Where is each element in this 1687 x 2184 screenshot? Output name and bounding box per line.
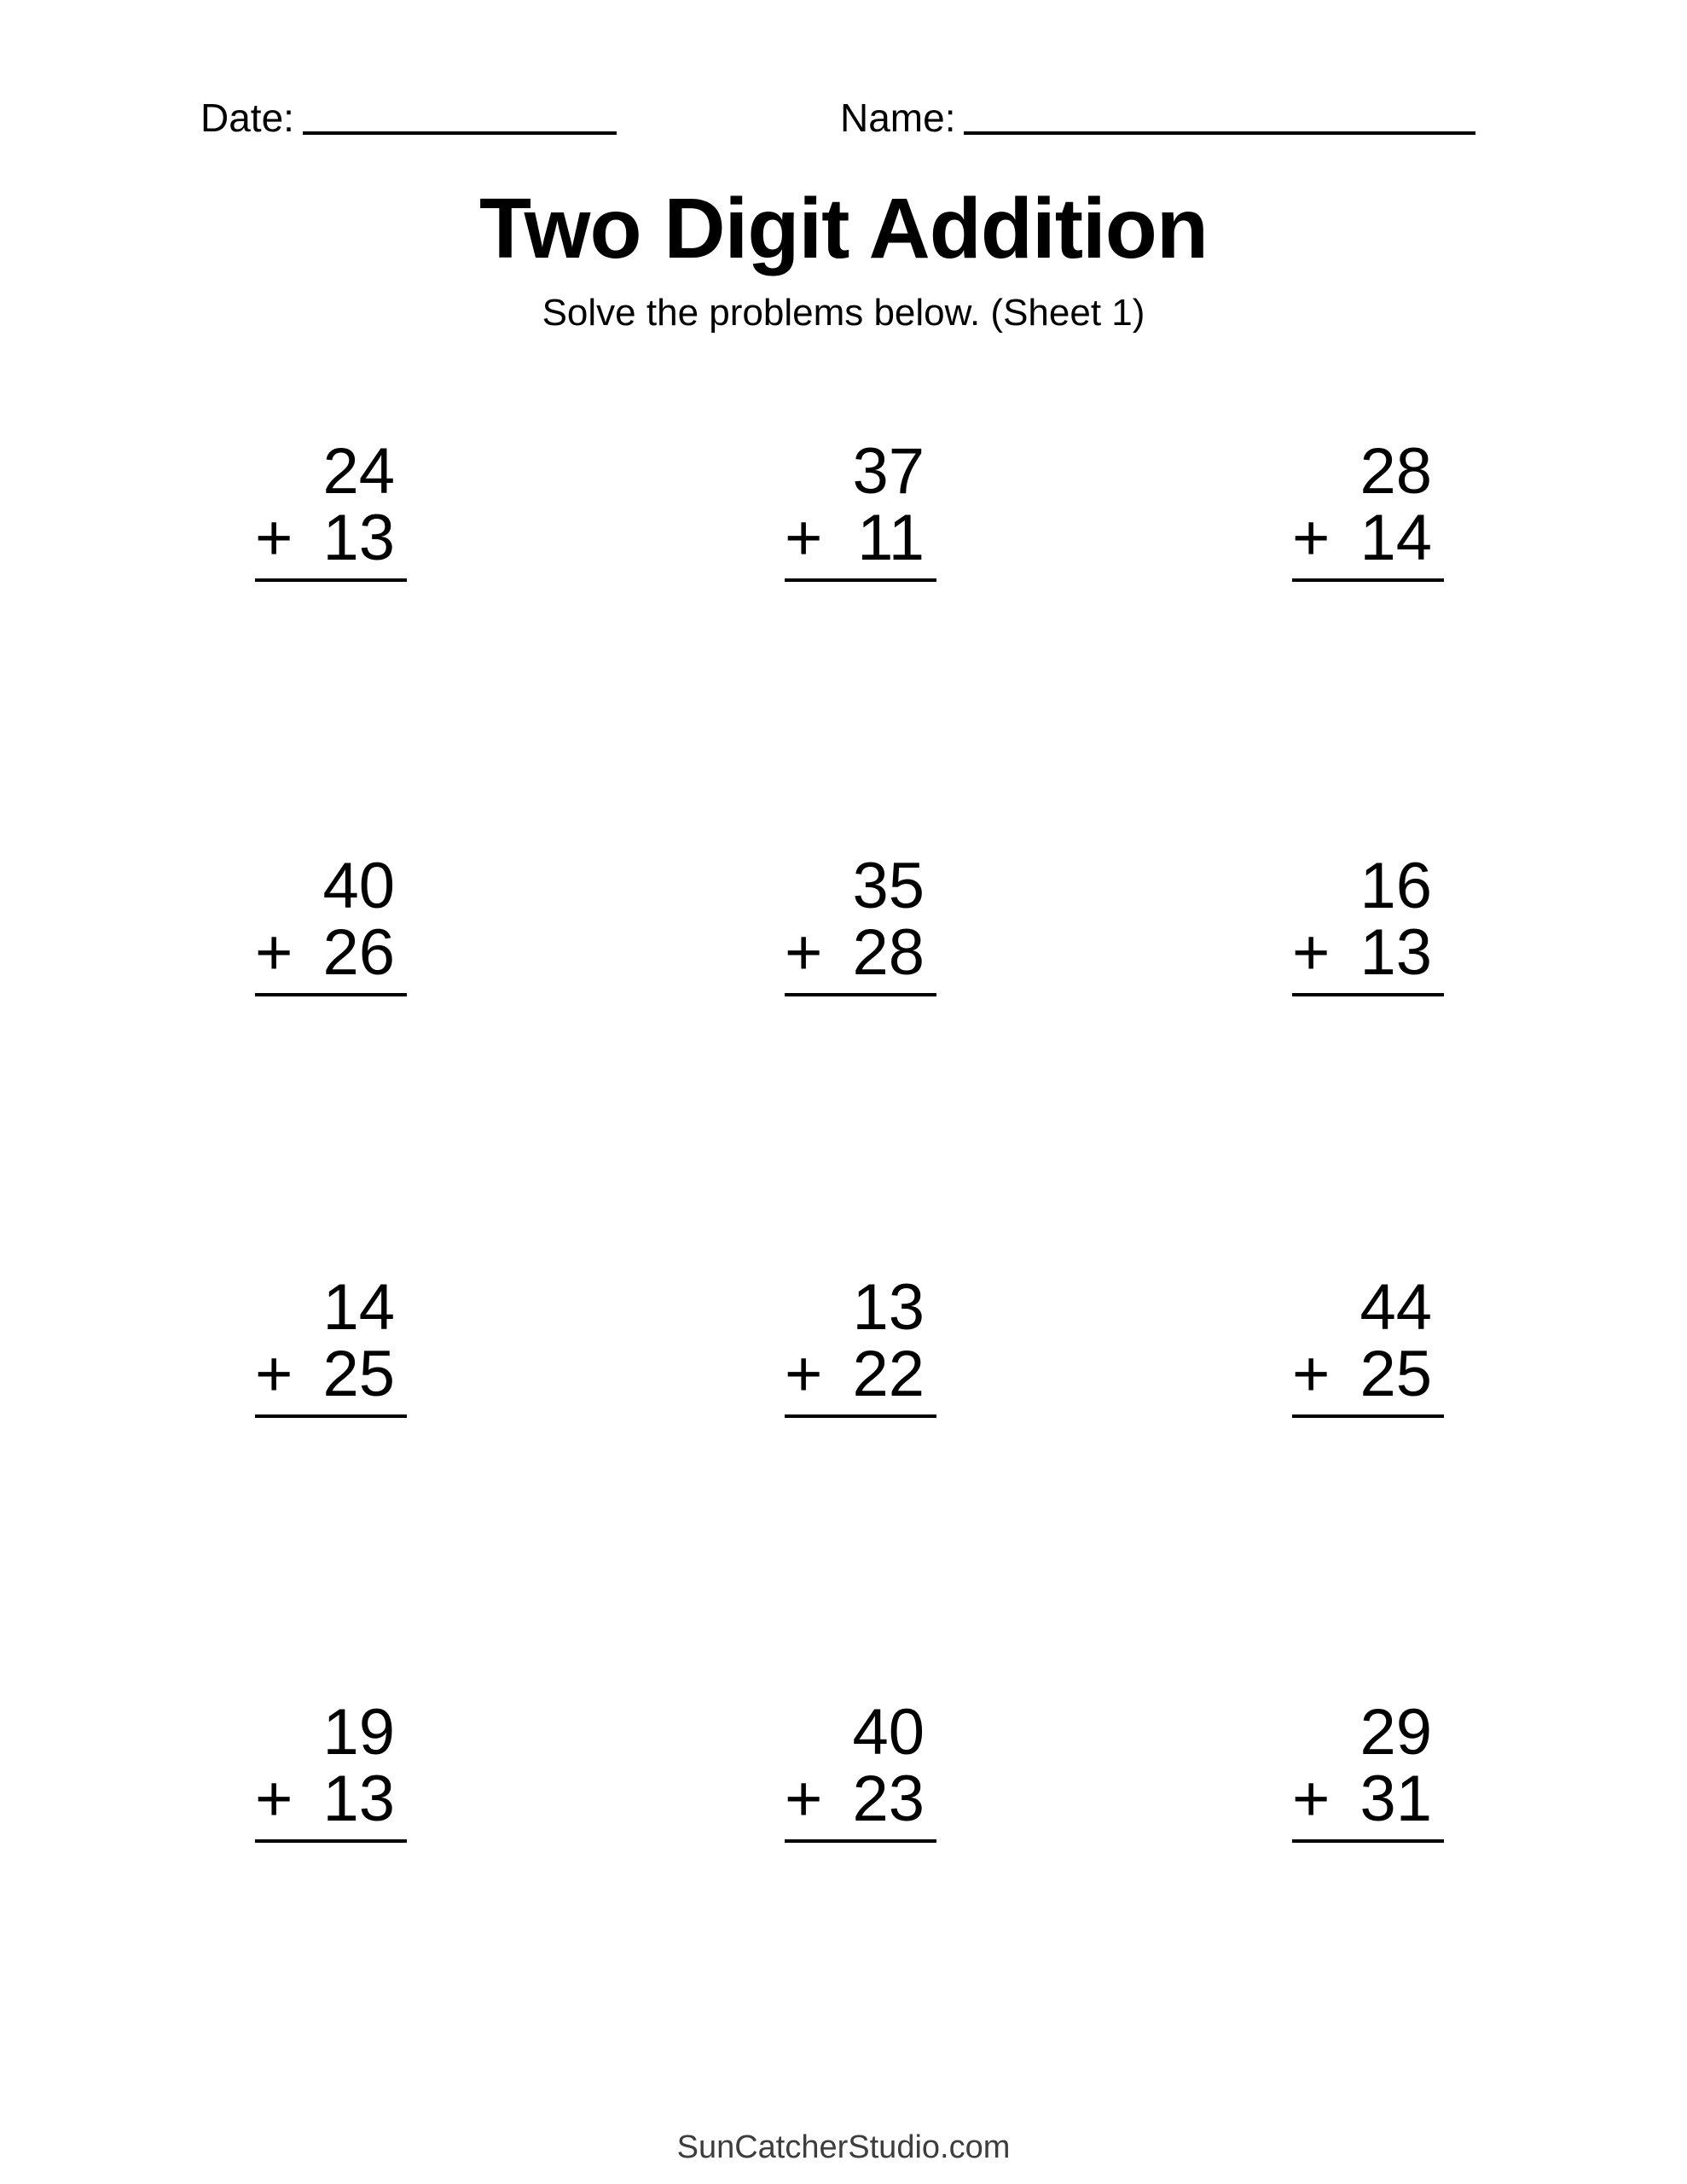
problem-7-bottom-addend: 25	[322, 1338, 395, 1410]
problem-3-top-addend: 28	[1359, 435, 1432, 508]
name-label: Name:	[840, 96, 956, 140]
answer-rule	[785, 578, 936, 582]
problem-11-bottom-addend: 23	[852, 1763, 925, 1835]
plus-operator: +	[785, 1763, 823, 1835]
problem-1-top-addend: 24	[322, 435, 395, 508]
problem-2	[785, 435, 936, 582]
answer-rule	[785, 1414, 936, 1418]
plus-operator: +	[255, 1338, 293, 1410]
problem-4-top-addend: 40	[322, 850, 395, 922]
problem-4-bottom-addend: 26	[322, 916, 395, 989]
problem-1	[255, 435, 407, 582]
problem-7-top-addend: 14	[322, 1271, 395, 1344]
plus-operator: +	[1292, 502, 1330, 574]
page-title: Two Digit Addition	[479, 181, 1208, 276]
plus-operator: +	[785, 1338, 823, 1410]
date-field	[200, 96, 617, 140]
answer-rule	[255, 1839, 407, 1843]
answer-rule	[255, 1414, 407, 1418]
page-subtitle: Solve the problems below. (Sheet 1)	[542, 292, 1145, 334]
problem-4	[255, 850, 407, 996]
problem-3	[1292, 435, 1444, 582]
plus-operator: +	[1292, 1338, 1330, 1410]
name-field	[840, 96, 1475, 140]
problem-2-top-addend: 37	[852, 435, 925, 508]
problem-6-top-addend: 16	[1359, 850, 1432, 922]
problem-7	[255, 1271, 407, 1418]
name-write-line	[964, 131, 1475, 135]
answer-rule	[1292, 578, 1444, 582]
answer-rule	[785, 1839, 936, 1843]
problem-6-bottom-addend: 13	[1359, 916, 1432, 989]
answer-rule	[1292, 993, 1444, 996]
problem-10-top-addend: 19	[322, 1696, 395, 1769]
answer-rule	[255, 578, 407, 582]
plus-operator: +	[1292, 916, 1330, 989]
plus-operator: +	[785, 502, 823, 574]
problem-5	[785, 850, 936, 996]
problem-9-top-addend: 44	[1359, 1271, 1432, 1344]
problem-11	[785, 1696, 936, 1843]
problem-9	[1292, 1271, 1444, 1418]
problem-10-bottom-addend: 13	[322, 1763, 395, 1835]
problem-8-top-addend: 13	[852, 1271, 925, 1344]
problem-12-bottom-addend: 31	[1359, 1763, 1432, 1835]
plus-operator: +	[255, 916, 293, 989]
problem-12	[1292, 1696, 1444, 1843]
problem-11-top-addend: 40	[852, 1696, 925, 1769]
date-label: Date:	[200, 96, 294, 140]
problem-3-bottom-addend: 14	[1359, 502, 1432, 574]
plus-operator: +	[1292, 1763, 1330, 1835]
problem-8	[785, 1271, 936, 1418]
footer-credit: SunCatcherStudio.com	[676, 2129, 1011, 2165]
answer-rule	[785, 993, 936, 996]
problem-6	[1292, 850, 1444, 996]
plus-operator: +	[255, 502, 293, 574]
problem-2-bottom-addend: 11	[857, 502, 925, 574]
problem-5-top-addend: 35	[852, 850, 925, 922]
header-row	[0, 96, 1687, 147]
problem-5-bottom-addend: 28	[852, 916, 925, 989]
problem-1-bottom-addend: 13	[322, 502, 395, 574]
plus-operator: +	[255, 1763, 293, 1835]
problem-10	[255, 1696, 407, 1843]
date-write-line	[303, 131, 617, 135]
answer-rule	[1292, 1414, 1444, 1418]
answer-rule	[255, 993, 407, 996]
problem-8-bottom-addend: 22	[852, 1338, 925, 1410]
problem-12-top-addend: 29	[1359, 1696, 1432, 1769]
answer-rule	[1292, 1839, 1444, 1843]
problem-9-bottom-addend: 25	[1359, 1338, 1432, 1410]
plus-operator: +	[785, 916, 823, 989]
